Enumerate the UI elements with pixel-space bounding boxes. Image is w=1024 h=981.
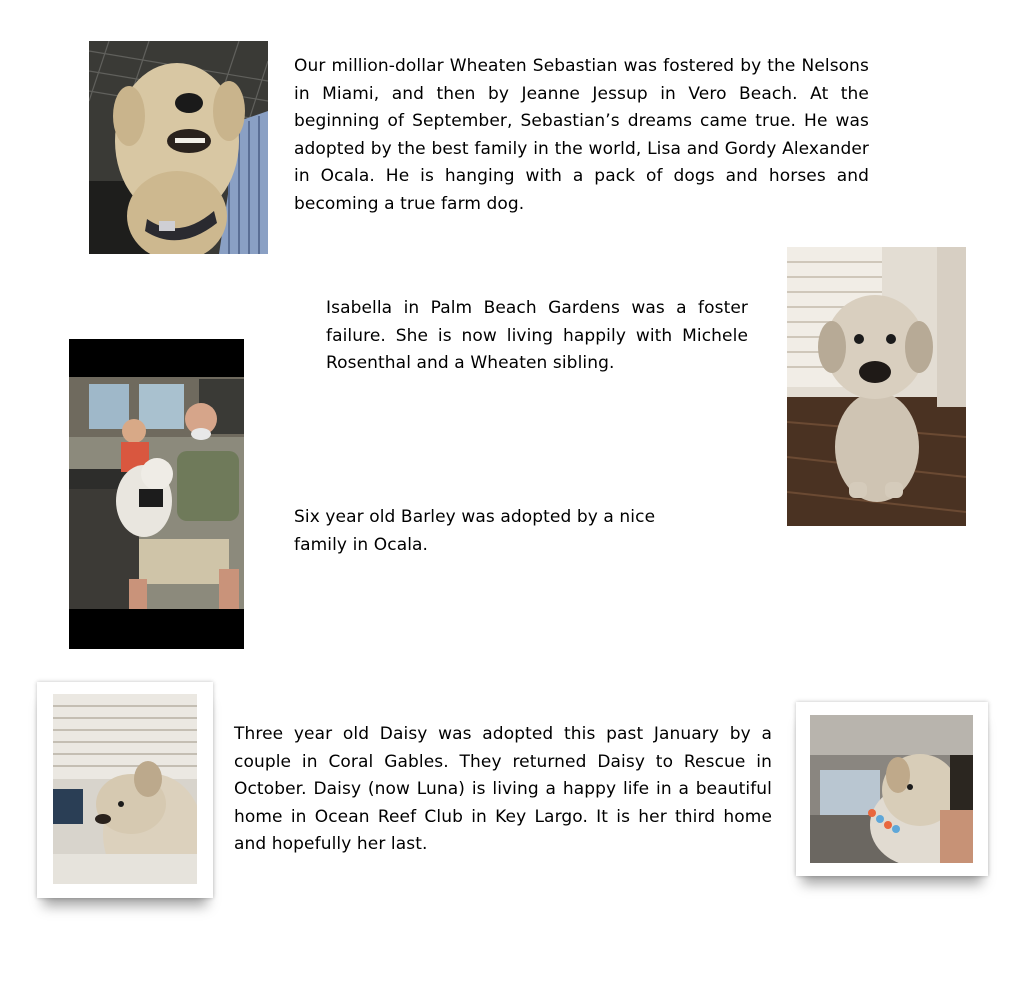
isabella-photo [787, 247, 966, 526]
luna-photo [810, 715, 973, 863]
story-isabella: Isabella in Palm Beach Gardens was a foster failure. She is now living happily with Michele Rosenthal and a Wheaten sibling. [326, 298, 748, 373]
daisy-photo [53, 694, 197, 884]
sebastian-photo [89, 41, 268, 254]
barley-photo [69, 339, 244, 649]
story-sebastian: Our million-dollar Wheaten Sebastian was fostered by the Nelsons in Miami, and then by Jeanne Jessup in Vero Beach. At the beginning of September, Sebastian’s dreams came true. He was adopted by the best family in the world, Lisa and Gordy Alexander in Ocala. He is hanging with a pack of dogs and horses and becoming a true farm dog. [294, 56, 869, 214]
luna-polaroid [796, 702, 988, 876]
daisy-polaroid [37, 682, 213, 898]
story-barley: Six year old Barley was adopted by a nice family in Ocala. [294, 507, 656, 555]
story-daisy: Three year old Daisy was adopted this past January by a couple in Coral Gables. They returned Daisy to Rescue in October. Daisy (now Luna) is living a happy life in a beautiful home in Ocean Reef Club in Key Largo. It is her third home and hopefully her last. [234, 724, 772, 854]
